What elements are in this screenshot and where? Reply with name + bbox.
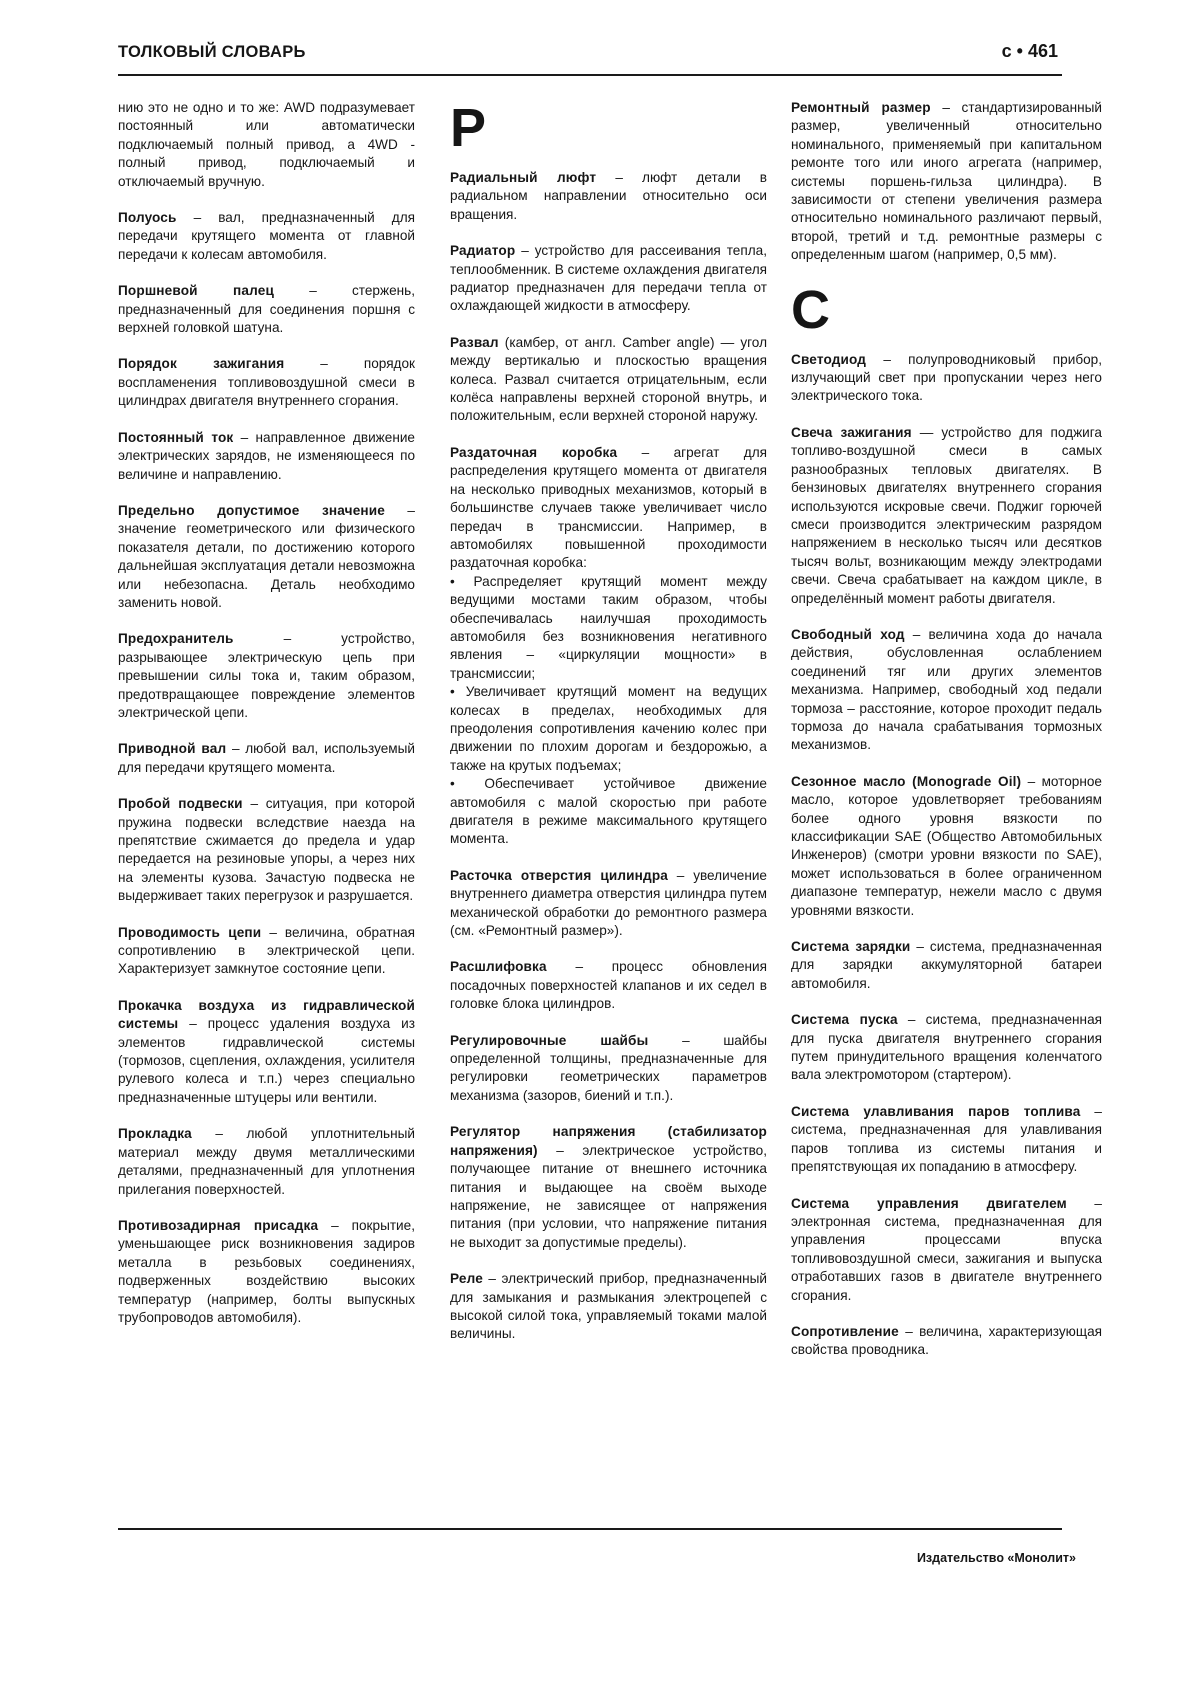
entry-definition: – агрегат для распределения крутящего момента от двигателя на несколько приводных механизмов, который в большинстве случаев также увеличивает число передач в трансмиссии. Например, в автомобилях повышенной проходимости раздаточная коробка: [450,444,767,571]
glossary-entry [791,773,1102,920]
entry-definition: – шайбы определенной толщины, предназначенные для регулировки геометрических параметров механизма (зазоров, биений и т.п.). [450,1032,768,1103]
glossary-entry [450,867,767,941]
publisher-credit: Издательство «Монолит» [916,1551,1076,1565]
entry-term: Регулировочные шайбы [450,1032,649,1048]
entry-term: Сезонное масло (Monograde Oil) [791,773,1022,789]
glossary-entry [118,795,415,905]
glossary-entry [791,1323,1102,1360]
glossary-entry [791,1011,1102,1085]
entry-definition: – величина хода до начала действия, обусловленная ослаблением соединений тяг или других элементов механизма. Например, свободный ход педали тормоза – расстояние, которое проходит педаль тормоза до начала срабатывания тормозных механизмов. [791,626,1103,753]
glossary-entry [118,1217,415,1327]
entry-definition: – значение геометрического или физического показателя детали, по достижению которого дальнейшая эксплуатация детали невозможна или небезопасна. Деталь необходимо заменить новой. [118,502,415,610]
entry-definition: – система, предназначенная для пуска двигателя внутреннего сгорания путем принудительного вращения коленчатого вала электромотором (стартером). [791,1012,1102,1083]
glossary-entry [450,334,767,426]
entry-definition: – устройство, разрывающее электрическую цепь при превышении силы тока и, таким образом, предотвращающее повреждение элементов электрической цепи. [118,631,415,720]
entry-term: Система улавливания паров топлива [791,1103,1081,1119]
column-2 [450,99,767,1362]
entry-definition: – стержень, предназначенный для соединения поршня с верхней головкой шатуна. [118,283,415,336]
entry-term: Система зарядки [791,939,911,955]
entry-definition: – покрытие, уменьшающее риск возникновения задиров металла в резьбовых соединениях, подверженных воздействию высоких температур (например, болты выпускных трубопроводов автомобиля). [118,1217,415,1325]
entry-definition: – увеличение внутреннего диаметра отверстия цилиндра путем механической обработки до ремонтного размера (см. «Ремонтный размер»). [450,867,767,939]
page-number: с • 461 [1001,41,1058,61]
section-title: ТОЛКОВЫЙ СЛОВАРЬ [118,43,306,61]
entry-term: Реле [450,1271,483,1287]
entry-term: Регулятор напряжения (стабилизатор напряжения) [450,1124,767,1158]
entry-definition: (камбер, от англ. Camber angle) — угол между вертикалью и плоскостью вращения колеса. Развал считается отрицательным, если колёса направлены верхней стороной внутрь, и положительным, если верхней стороной наружу. [450,334,767,424]
page-header [118,40,1062,76]
glossary-entry [450,1123,767,1252]
entry-definition: – система, предназначенная для зарядки аккумуляторной батареи автомобиля. [791,939,1102,991]
entry-term: Предохранитель [118,631,234,647]
glossary-entry [450,242,767,316]
entry-definition: – величина, обратная сопротивлению в электрической цепи. Характеризует замкнутое состояние цепи. [118,924,415,977]
glossary-entry [118,282,415,337]
entry-body [450,444,767,573]
continuation-text: нию это не одно и то же: AWD подразумевает постоянный или автоматически подключаемый полный привод, а 4WD - полный привод, подключаемый и отключаемый вручную. [118,100,415,189]
glossary-entry [450,958,767,1013]
entry-definition: – полупроводниковый прибор, излучающий свет при пропускании через него электрического тока. [791,351,1102,404]
glossary-entry [118,429,415,484]
entry-term: Развал [450,334,499,350]
entry-term: Расшлифовка [450,959,547,975]
entry-term: Прокладка [118,1126,192,1142]
entry-term: Пробой подвески [118,796,243,812]
glossary-entry [118,209,415,264]
entry-term: Постоянный ток [118,429,234,445]
glossary-entry [118,1125,415,1199]
glossary-entry [450,169,767,224]
entry-term: Расточка отверстия цилиндра [450,867,668,883]
entry-term: Проводимость цепи [118,924,262,940]
glossary-entry [791,99,1102,265]
entry-definition: – электрический прибор, предназначенный для замыкания и размыкания электроцепей с высокой силой тока, управляемый токами малой величины. [450,1271,767,1342]
glossary-entry [791,1103,1102,1177]
entry-definition: – электронная система, предназначенная для управления процессами впуска топливовоздушной смеси, зажигания и выпуска отработавших газов в двигателе внутреннего сгорания. [791,1195,1102,1303]
bottom-divider [118,1528,1062,1530]
entry-term: Свободный ход [791,626,905,642]
entry-definition: – величина, характеризующая свойства проводника. [791,1323,1102,1358]
entry-term: Полуось [118,210,177,226]
entry-definition: – люфт детали в радиальном направлении относительно оси вращения. [450,170,768,222]
glossary-entry [450,1270,767,1344]
bullet-item: • Распределяет крутящий момент между ведущими мостами таким образом, чтобы обеспечивалась наилучшая проходимость автомобиля без возникновения негативного явления – «циркуляции мощности» в трансмиссии; [450,573,767,681]
entry-term: Сопротивление [791,1323,899,1339]
glossary-entry [118,355,415,410]
entry-term: Поршневой палец [118,283,274,299]
glossary-entry [118,502,415,612]
section-letter-r: Р [450,98,487,158]
entry-term: Система пуска [791,1012,898,1028]
glossary-entry [791,938,1102,993]
entry-definition: — устройство для поджига топливо-воздушной смеси в самых разнообразных тепловых двигателях. В бензиновых двигателях внутреннего сгорания используются искровые свечи. Поджиг горючей смеси производится электрическим разрядом напряжением в несколько тысяч или десятков тысяч вольт, возникающим между электродами свечи. Свеча срабатывает на каждом цикле, в определённый момент работы двигателя. [791,424,1102,606]
entry-definition: – стандартизированный размер, увеличенный относительно номинального, применяемый при капитальном ремонте того или иного агрегата (например, системы поршень-гильза цилиндра). В зависимости от степени увеличения размера относительно номинального различают первый, второй, третий и т.д. ремонтные размеры с определенным шагом (например, 0,5 мм). [791,100,1102,263]
glossary-entry [450,444,767,849]
glossary-entry [791,351,1102,406]
glossary-entry [791,1195,1102,1305]
glossary-entry [118,924,415,979]
entry-definition: – направленное движение электрических зарядов, не изменяющееся по величине и направлению. [118,429,415,482]
entry-term: Радиатор [450,243,516,259]
entry-definition: – электрическое устройство, получающее питание от внешнего источника питания и выдающее на своём выходе напряжение, не зависящее от напряжения питания (при условии, что напряжение питания не выходит за допустимые пределы). [450,1142,767,1250]
entry-term: Система управления двигателем [791,1195,1067,1211]
glossary-entry [118,630,415,722]
entry-term: Противозадирная присадка [118,1217,319,1233]
glossary-entry [791,626,1102,755]
entry-definition: – любой вал, используемый для передачи крутящего момента. [118,741,415,775]
entry-term: Прокачка воздуха из гидравлической системы [118,997,415,1032]
entry-definition: – система, предназначенная для улавливания паров топлива из системы питания и препятствующая их попаданию в атмосферу. [791,1103,1102,1175]
entry-definition: – процесс удаления воздуха из элементов гидравлической системы (тормозов, сцепления, охлаждения, усилителя рулевого колеса и т.п.) через специально предназначенные штуцеры или вентили. [118,1016,415,1105]
glossary-entry [118,997,415,1107]
glossary-entry [450,1032,767,1106]
glossary-entry [791,424,1102,608]
entry-term: Порядок зажигания [118,356,285,372]
entry-definition: – моторное масло, которое удовлетворяет требованиям более одного уровня вязкости по классификации SAE (Общество Автомобильных Инженеров) (смотри уровни вязкости по SAE), может использоваться в более ограниченном диапазоне температур, нежели масло с двумя уровнями вязкости. [791,773,1102,918]
entry-definition: – устройство для рассеивания тепла, теплообменник. В системе охлаждения двигателя радиатор предназначен для передачи тепла от охлаждающей жидкости в атмосферу. [450,243,767,314]
column-1 [118,99,415,1345]
entry-term: Раздаточная коробка [450,444,618,460]
column-3 [791,99,1102,1378]
entry-term: Светодиод [791,351,867,367]
bullet-item: • Увеличивает крутящий момент на ведущих колесах в пределах, необходимых для преодоления сопротивления качению колес при движении по плохим дорогам и бездорожью, а также на крутых подъемах; [450,684,767,773]
entry-term: Радиальный люфт [450,170,597,185]
entry-definition: – порядок воспламенения топливовоздушной смеси в цилиндрах двигателя внутреннего сгорания. [118,356,415,409]
entry-term: Ремонтный размер [791,100,931,115]
entry-definition: – любой уплотнительный материал между двумя металлическими деталями, предназначенный для уплотнения прилегания поверхностей. [118,1126,415,1197]
entry-term: Предельно допустимое значение [118,502,385,518]
entry-term: Свеча зажигания [791,424,912,440]
entry-term: Приводной вал [118,741,227,757]
entry-definition: – вал, предназначенный для передачи крутящего момента от главной передачи к колесам автомобиля. [118,210,415,262]
bullet-item: • Обеспечивает устойчивое движение автомобиля с малой скоростью при работе двигателя в режиме максимального крутящего момента. [450,776,767,847]
entry-definition: – процесс обновления посадочных поверхностей клапанов и их седел в головке блока цилиндров. [450,959,767,1012]
glossary-entry [118,740,415,777]
section-letter-s: С [791,279,830,340]
entry-definition: – ситуация, при которой пружина подвески вследствие наезда на препятствие сжимается до предела и удар передается на резиновые упоры, а через них на элементы кузова. Зачастую подвеска не выдерживает таких перегрузок и разрушается. [118,796,415,904]
